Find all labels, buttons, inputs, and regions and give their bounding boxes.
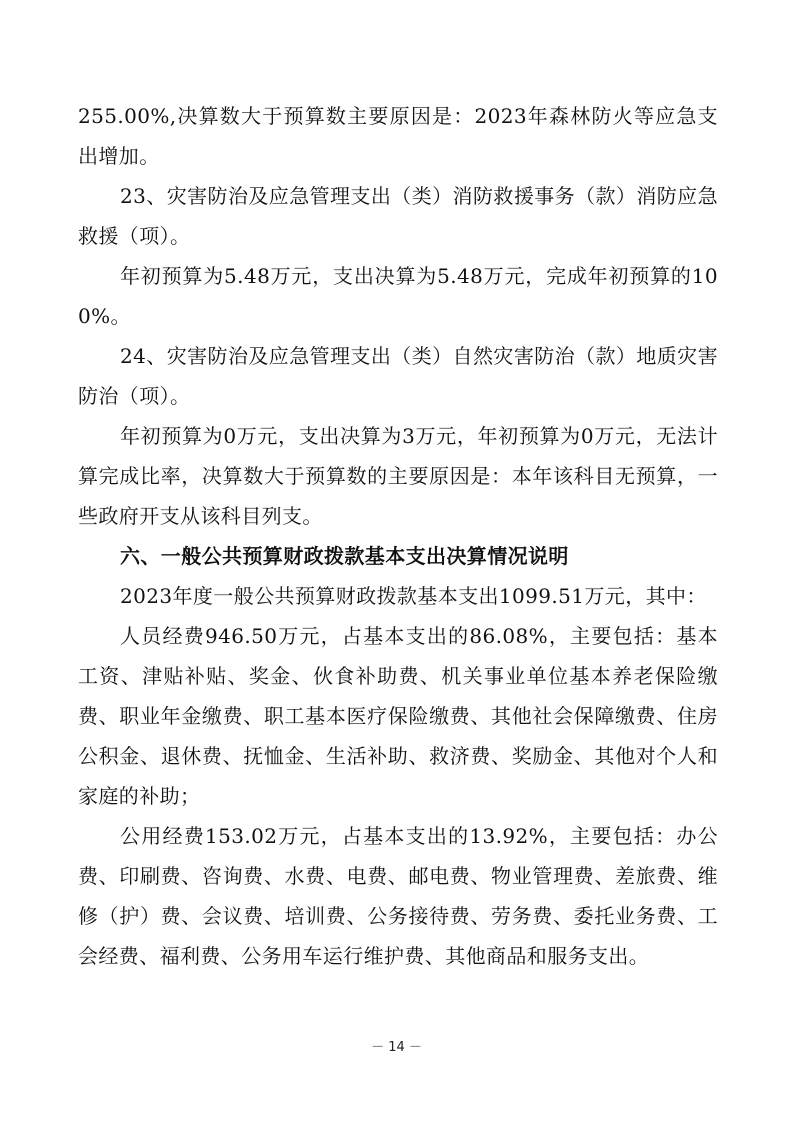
- section-heading: 六、一般公共预算财政拨款基本支出决算情况说明: [120, 544, 569, 568]
- paragraph-continuation: 255.00%,决算数大于预算数主要原因是：2023年森林防火等应急支出增加。: [78, 104, 718, 168]
- public-expenses-paragraph: 公用经费153.02万元，占基本支出的13.92%，主要包括：办公费、印刷费、咨询费、水费、电费、邮电费、物业管理费、差旅费、维修（护）费、会议费、培训费、公务接待费、劳务费、委托业务费、工会经费、福利费、公务用车运行维护费、其他商品和服务支出。: [78, 824, 718, 968]
- item-23-title: 23、灾害防治及应急管理支出（类）消防救援事务（款）消防应急救援（项）。: [78, 184, 718, 248]
- item-23-detail: 年初预算为5.48万元，支出决算为5.48万元，完成年初预算的100%。: [78, 264, 718, 328]
- page-body: [78, 96, 718, 976]
- personnel-expenses-paragraph: 人员经费946.50万元，占基本支出的86.08%，主要包括：基本工资、津贴补贴、奖金、伙食补助费、机关事业单位基本养老保险缴费、职业年金缴费、职工基本医疗保险缴费、其他社会保障缴费、住房公积金、退休费、抚恤金、生活补助、救济费、奖励金、其他对个人和家庭的补助；: [78, 624, 718, 808]
- basic-expenditure-summary: 2023年度一般公共预算财政拨款基本支出1099.51万元，其中：: [120, 584, 707, 608]
- item-24-title: 24、灾害防治及应急管理支出（类）自然灾害防治（款）地质灾害防治（项）。: [78, 344, 718, 408]
- item-24-detail: 年初预算为0万元，支出决算为3万元，年初预算为0万元，无法计算完成比率，决算数大于预算数的主要原因是：本年该科目无预算，一些政府开支从该科目列支。: [78, 424, 718, 528]
- page-number: － 14 －: [371, 1040, 422, 1055]
